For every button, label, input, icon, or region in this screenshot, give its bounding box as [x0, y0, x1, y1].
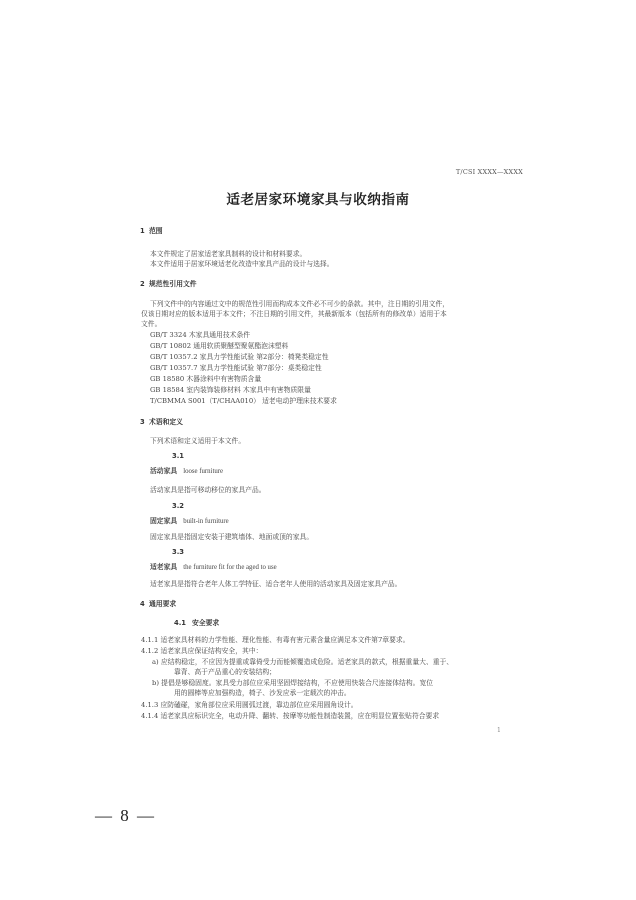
- clause-4-1-2: 4.1.2 适老家具应保证结构安全，其中：: [141, 647, 263, 655]
- subsection-title: 安全要求: [192, 619, 220, 627]
- section-2-paragraph: 仅该日期对应的版本适用于本文件；不注日期的引用文件，其最新版本（包括所有的修改单）适用于本: [141, 310, 447, 318]
- term-zh: 适老家具: [150, 563, 178, 571]
- term-heading: [150, 563, 277, 572]
- reference-item: GB 18584 室内装饰装修材料 木家具中有害物质限量: [150, 386, 311, 394]
- section-3-intro: 下列术语和定义适用于本文件。: [150, 437, 246, 445]
- term-zh: 固定家具: [150, 517, 178, 525]
- section-1-title: 范围: [149, 227, 163, 235]
- term-en: the furniture fit for the aged to use: [183, 564, 277, 571]
- section-1-paragraph: 本文件适用于居家环境适老化改造中家具产品的设计与选择。: [150, 260, 334, 268]
- reference-item: GB/T 3324 木家具通用技术条件: [150, 331, 251, 339]
- section-2-title: 规范性引用文件: [149, 280, 197, 288]
- section-4-number: 4: [140, 600, 145, 608]
- term-number: 3.1: [172, 452, 185, 460]
- reference-item: GB/T 10357.2 家具力学性能试验 第2部分：椅凳类稳定性: [150, 353, 329, 361]
- reference-item: GB 18580 木器涂料中有害物质含量: [150, 375, 262, 383]
- term-en: loose furniture: [183, 468, 224, 475]
- inner-page-number: 1: [497, 727, 501, 734]
- section-2-number: 2: [140, 280, 145, 288]
- footer-page-number: — 8 —: [95, 806, 156, 825]
- reference-item: GB/T 10357.7 家具力学性能试验 第7部分：桌类稳定性: [150, 364, 322, 372]
- term-definition: 适老家具是指符合老年人体工学特征、适合老年人使用的活动家具及固定家具产品。: [150, 580, 402, 588]
- term-number: 3.2: [172, 502, 185, 510]
- section-2-paragraph: 文件。: [141, 320, 162, 328]
- clause-4-1-4: 4.1.4 适老家具应标识完全，电动升降、翻转、按摩等功能性制造装置，应在明显位置张贴符合要求: [141, 712, 440, 720]
- clause-4-1-2-b-cont: 用的圆棒等应加强构造，椅子、沙发应承一定载次的冲击。: [174, 689, 351, 697]
- section-1-number: 1: [140, 227, 145, 235]
- term-definition: 固定家具是指固定安装于建筑墙体、地面或顶的家具。: [150, 533, 314, 541]
- subsection-number: 4.1: [174, 619, 187, 627]
- section-1-paragraph: 本文件规定了居家适老家具制料的设计和材料要求。: [150, 250, 307, 258]
- section-3-title: 术语和定义: [149, 418, 183, 426]
- document-id: T/CSI XXXX—XXXX: [455, 168, 523, 176]
- clause-4-1-1: 4.1.1 适老家具材料的力学性能、理化性能、有毒有害元素含量应满足本文件第7章要求。: [141, 636, 410, 644]
- reference-item: GB/T 10802 通用软质聚醚型聚氨酯泡沫塑料: [150, 342, 289, 350]
- clause-4-1-2-a: a) 应结构稳定，不应因为提重或靠倚受力而能倾覆造成危险。适老家具的款式，根据重量大、重于、: [152, 658, 454, 666]
- section-4-title: 通用要求: [149, 600, 177, 608]
- section-2-paragraph: 下列文件中的内容通过文中的规范性引用而构成本文件必不可少的条款。其中，注日期的引用文件，: [150, 300, 450, 308]
- reference-item: T/CBMMA S001（T/CHAA010） 适老电动护理床技术要求: [150, 397, 337, 405]
- clause-4-1-2-a-cont: 靠背、高于产品重心的安装结构；: [174, 668, 276, 676]
- term-definition: 活动家具是指可移动移位的家具产品。: [150, 486, 266, 494]
- term-heading: [150, 467, 223, 476]
- document-title: 适老居家环境家具与收纳指南: [226, 192, 410, 208]
- clause-4-1-3: 4.1.3 应防磕碰，家角部位应采用圆弧过渡，靠边部位应采用圆角设计。: [141, 701, 358, 709]
- term-en: built-in furniture: [183, 518, 229, 525]
- term-number: 3.3: [172, 548, 185, 556]
- clause-4-1-2-b: b) 提倡是够稳固度。家具受力部位应采用坚固焊接结构，不应使用快装合尺连接体结构。宽位: [152, 679, 434, 687]
- term-zh: 活动家具: [150, 467, 178, 475]
- section-3-number: 3: [140, 418, 145, 426]
- term-heading: [150, 517, 229, 526]
